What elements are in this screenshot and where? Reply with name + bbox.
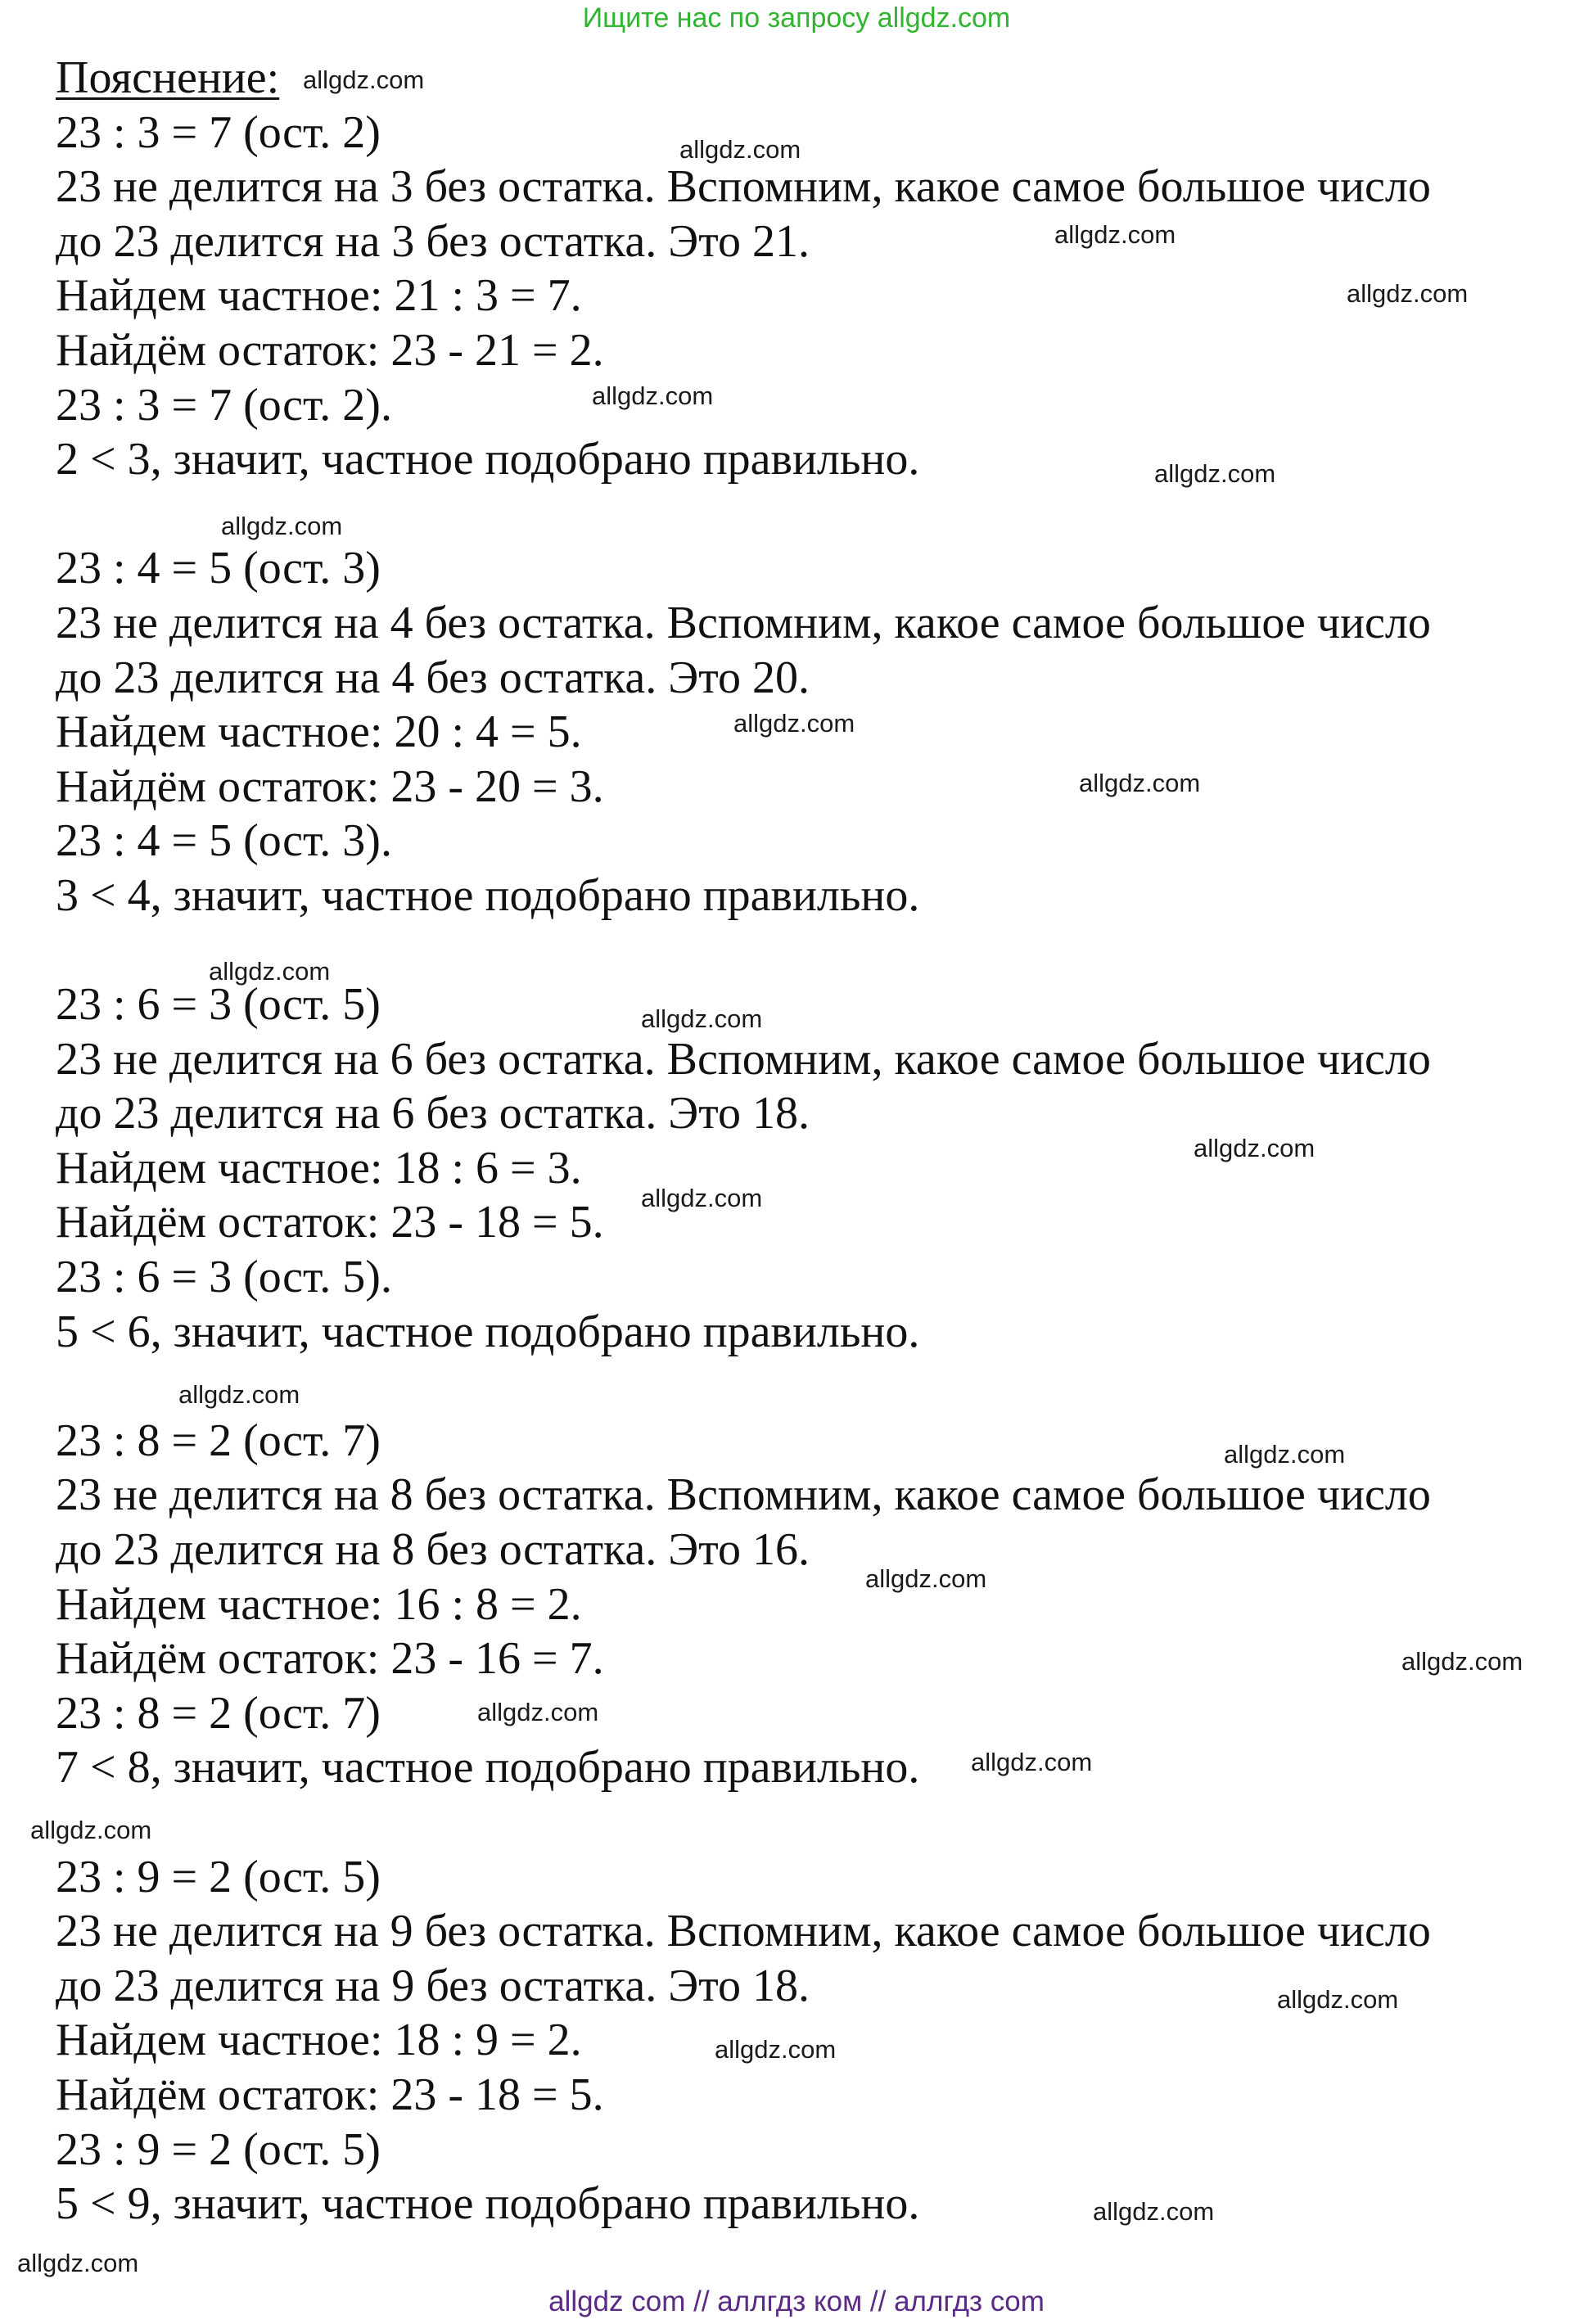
watermark: allgdz.com — [1079, 769, 1201, 797]
explanation-line: 23 не делится на 4 без остатка. Вспомним, какое самое большое число — [56, 597, 1431, 648]
quotient-line: Найдем частное: 18 : 9 = 2. — [56, 2015, 582, 2066]
watermark: allgdz.com — [1401, 1647, 1523, 1676]
explanation-line: 23 не делится на 8 без остатка. Вспомним, какое самое большое число — [56, 1469, 1431, 1521]
check-line: 5 < 6, значит, частное подобрано правильно. — [56, 1306, 920, 1357]
watermark: allgdz.com — [865, 1564, 987, 1593]
division-statement: 23 : 8 = 2 (ост. 7) — [56, 1415, 381, 1466]
quotient-line: Найдем частное: 18 : 6 = 3. — [56, 1142, 582, 1194]
division-statement: 23 : 3 = 7 (ост. 2) — [56, 106, 381, 158]
watermark: allgdz.com — [641, 1004, 763, 1033]
search-hint-banner: Ищите нас по запросу allgdz.com — [582, 2, 1011, 34]
watermark: allgdz.com — [971, 1748, 1093, 1776]
quotient-line: Найдем частное: 16 : 8 = 2. — [56, 1578, 582, 1630]
explanation-line: до 23 делится на 4 без остатка. Это 20. — [56, 652, 810, 703]
explanation-line: до 23 делится на 3 без остатка. Это 21. — [56, 215, 810, 267]
explanation-line: 23 не делится на 3 без остатка. Вспомним, какое самое большое число — [56, 161, 1431, 213]
watermark: allgdz.com — [17, 2249, 139, 2277]
watermark: allgdz.com — [221, 512, 343, 540]
division-statement: 23 : 9 = 2 (ост. 5) — [56, 1851, 381, 1902]
division-statement: 23 : 4 = 5 (ост. 3) — [56, 543, 381, 594]
watermark: allgdz.com — [1224, 1440, 1346, 1469]
remainder-line: Найдём остаток: 23 - 16 = 7. — [56, 1633, 604, 1685]
watermark: allgdz.com — [1093, 2197, 1215, 2226]
explanation-line: до 23 делится на 9 без остатка. Это 18. — [56, 1960, 810, 2011]
explanation-line: до 23 делится на 8 без остатка. Это 16. — [56, 1524, 810, 1576]
watermark: allgdz.com — [715, 2035, 837, 2064]
remainder-line: Найдём остаток: 23 - 20 = 3. — [56, 760, 604, 812]
watermark: allgdz.com — [1194, 1134, 1315, 1162]
watermark: allgdz.com — [178, 1380, 300, 1409]
remainder-line: Найдём остаток: 23 - 18 = 5. — [56, 1197, 604, 1248]
watermark: allgdz.com — [30, 1816, 152, 1844]
remainder-line: Найдём остаток: 23 - 18 = 5. — [56, 2069, 604, 2120]
result-line: 23 : 6 = 3 (ост. 5). — [56, 1252, 392, 1303]
division-block — [56, 977, 1562, 1359]
division-block — [56, 106, 1562, 487]
explanation-line: до 23 делится на 6 без остатка. Это 18. — [56, 1088, 810, 1139]
watermark: allgdz.com — [1154, 459, 1276, 488]
result-line: 23 : 8 = 2 (ост. 7) — [56, 1687, 381, 1739]
watermark: allgdz.com — [1054, 220, 1176, 249]
watermark: allgdz.com — [733, 709, 855, 738]
explanation-line: 23 не делится на 9 без остатка. Вспомним, какое самое большое число — [56, 1906, 1431, 1957]
watermark: allgdz.com — [303, 65, 425, 94]
watermark: allgdz.com — [209, 957, 331, 986]
watermark: allgdz.com — [1347, 279, 1469, 308]
remainder-line: Найдём остаток: 23 - 21 = 2. — [56, 324, 604, 376]
result-line: 23 : 4 = 5 (ост. 3). — [56, 815, 392, 867]
result-line: 23 : 3 = 7 (ост. 2). — [56, 379, 392, 431]
quotient-line: Найдем частное: 21 : 3 = 7. — [56, 270, 582, 322]
watermark: allgdz.com — [1277, 1985, 1399, 2014]
explanation-heading: Пояснение: — [56, 52, 280, 103]
division-block — [56, 1414, 1562, 1795]
footer-links: allgdz com // аллгдз ком // аллгдз com — [548, 2286, 1045, 2317]
result-line: 23 : 9 = 2 (ост. 5) — [56, 2123, 381, 2175]
block-spacer — [56, 1795, 1562, 1850]
explanation-content — [56, 51, 1562, 2231]
watermark: allgdz.com — [477, 1698, 599, 1726]
watermark: allgdz.com — [679, 135, 801, 164]
watermark: allgdz.com — [641, 1184, 763, 1212]
check-line: 3 < 4, значит, частное подобрано правильно. — [56, 869, 920, 921]
check-line: 5 < 9, значит, частное подобрано правильно. — [56, 2178, 920, 2230]
division-statement: 23 : 6 = 3 (ост. 5) — [56, 979, 381, 1031]
quotient-line: Найдем частное: 20 : 4 = 5. — [56, 706, 582, 758]
check-line: 2 < 3, значит, частное подобрано правильно. — [56, 434, 920, 485]
explanation-line: 23 не делится на 6 без остатка. Вспомним, какое самое большое число — [56, 1033, 1431, 1085]
watermark: allgdz.com — [592, 381, 714, 410]
check-line: 7 < 8, значит, частное подобрано правильно. — [56, 1742, 920, 1794]
